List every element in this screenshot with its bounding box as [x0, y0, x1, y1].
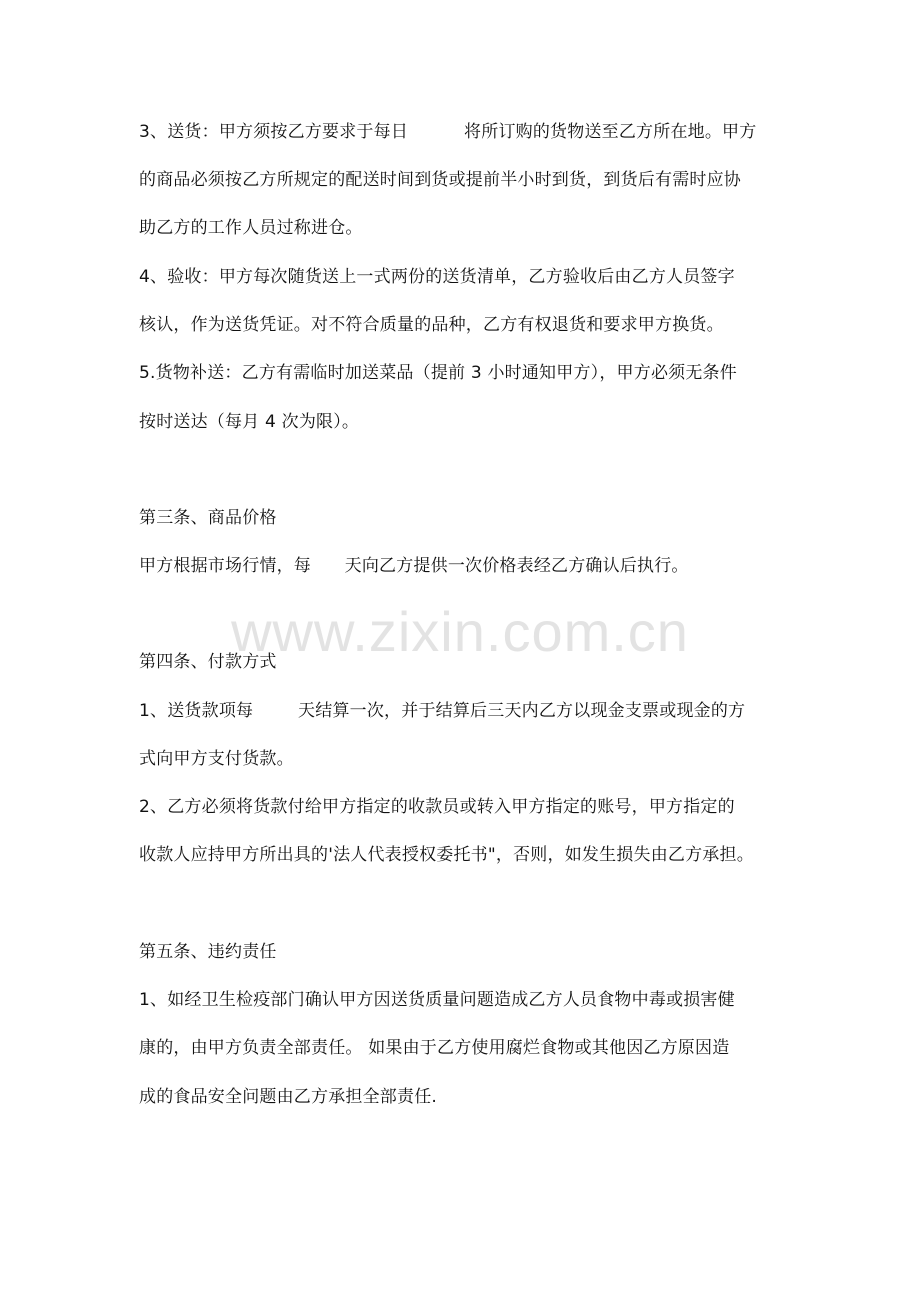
article3-heading: 第三条、商品价格: [139, 508, 277, 528]
supplement-clause-line-1: 5.货物补送：乙方有需临时加送菜品（提前 3 小时通知甲方），甲方必须无条件: [139, 363, 737, 383]
delivery-clause-line-2: 的商品必须按乙方所规定的配送时间到货或提前半小时到货，到货后有需时应协: [139, 170, 741, 190]
article5-line-1: 1、如经卫生检疫部门确认甲方因送货质量问题造成乙方人员食物中毒或损害健: [139, 990, 735, 1010]
article5-line-3: 成的食品安全问题由乙方承担全部责任.: [139, 1087, 438, 1107]
article5-heading: 第五条、违约责任: [139, 942, 277, 962]
delivery-clause-line-3: 助乙方的工作人员过称进仓。: [139, 218, 363, 238]
article4-line-1: 1、送货款项每 天结算一次，并于结算后三天内乙方以现金支票或现金的方: [139, 701, 746, 721]
supplement-clause-line-2: 按时送达（每月 4 次为限）。: [139, 412, 360, 432]
article5-line-2: 康的，由甲方负责全部责任。 如果由于乙方使用腐烂食物或其他因乙方原因造: [139, 1038, 730, 1058]
inspection-clause-line-1: 4、验收：甲方每次随货送上一式两份的送货清单，乙方验收后由乙方人员签字: [139, 267, 735, 287]
article4-heading: 第四条、付款方式: [139, 652, 277, 672]
inspection-clause-line-2: 核认，作为送货凭证。对不符合质量的品种，乙方有权退货和要求甲方换货。: [139, 315, 724, 335]
article4-line-4: 收款人应持甲方所出具的'法人代表授权委托书"，否则，如发生损失由乙方承担。: [139, 845, 754, 865]
delivery-clause-line-1: 3、送货：甲方须按乙方要求于每日 将所订购的货物送至乙方所在地。甲方: [139, 122, 757, 142]
article4-line-3: 2、乙方必须将货款付给甲方指定的收款员或转入甲方指定的账号，甲方指定的: [139, 797, 735, 817]
article4-line-2: 式向甲方支付货款。: [139, 749, 294, 769]
watermark: www.zixin.com.cn: [231, 600, 689, 663]
article3-line-1: 甲方根据市场行情，每 天向乙方提供一次价格表经乙方确认后执行。: [139, 556, 689, 576]
